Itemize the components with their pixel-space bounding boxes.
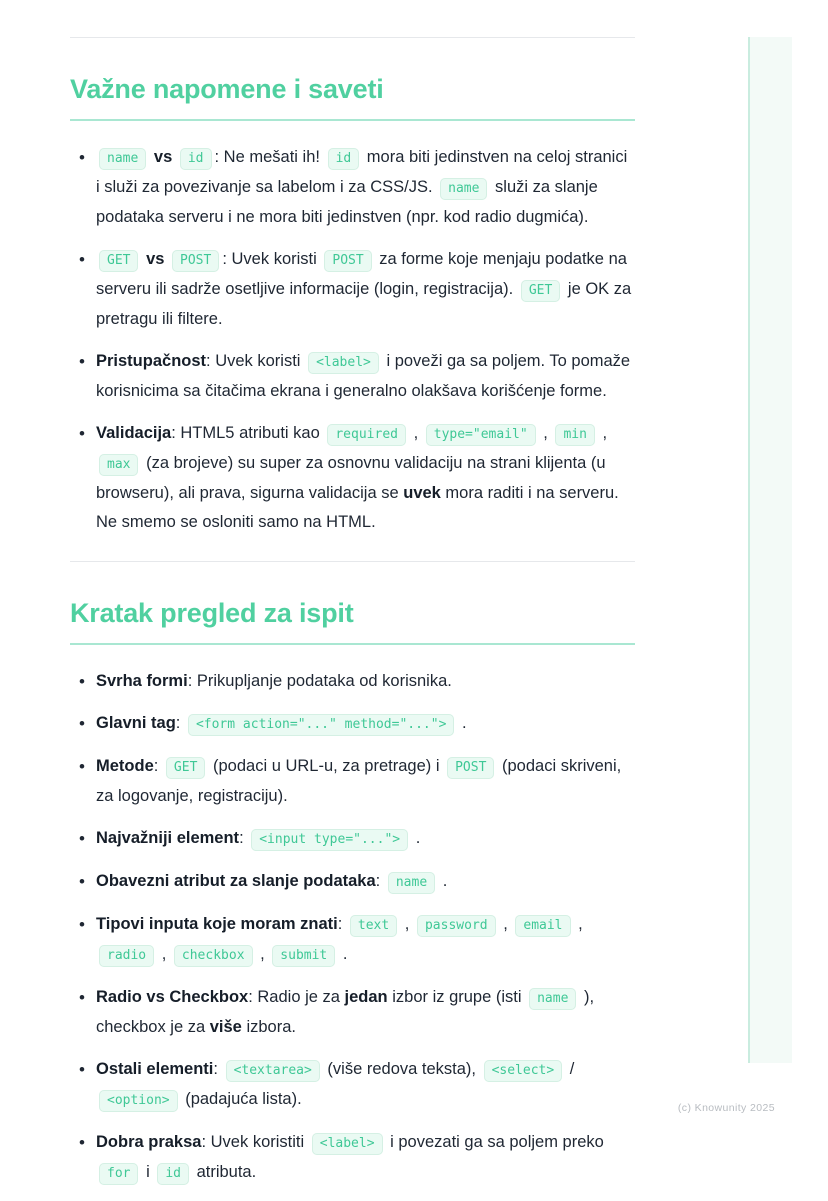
text-run: atributa. bbox=[191, 1163, 257, 1181]
bold-run: Metode bbox=[96, 757, 154, 775]
list-item bbox=[96, 752, 635, 811]
list-item bbox=[96, 1128, 635, 1188]
text-run: : bbox=[375, 872, 385, 890]
list-item bbox=[96, 1055, 635, 1115]
text-run: , bbox=[597, 424, 608, 442]
bold-run: Najvažniji element bbox=[96, 829, 240, 847]
text-run: , bbox=[538, 424, 553, 442]
text-run: : Radio je za bbox=[248, 988, 345, 1006]
text-run: izbora. bbox=[241, 1018, 296, 1036]
text-run: : bbox=[175, 714, 185, 732]
text-run: (padajuća lista). bbox=[180, 1090, 302, 1108]
list-item bbox=[96, 419, 635, 537]
inline-code-badge: required bbox=[327, 424, 406, 446]
bold-run: uvek bbox=[403, 484, 441, 502]
list-item bbox=[96, 867, 635, 897]
text-run: : bbox=[153, 757, 163, 775]
list-item bbox=[96, 709, 635, 739]
section-divider bbox=[70, 561, 635, 562]
inline-code-badge: id bbox=[157, 1163, 189, 1185]
inline-code-badge: <form action="..." method="..."> bbox=[188, 714, 454, 736]
inline-code-badge: name bbox=[99, 148, 146, 170]
inline-code-badge: <input type="..."> bbox=[251, 829, 408, 851]
bold-run: Tipovi inputa koje moram znati bbox=[96, 915, 338, 933]
text-run: i povezati ga sa poljem preko bbox=[385, 1133, 604, 1151]
text-run: (za brojeve) su super za osnovnu validaciju na strani klijenta (u browseru), ali prava, sigurna validacija se bbox=[96, 454, 606, 502]
inline-code-badge: <select> bbox=[484, 1060, 563, 1082]
text-run: . bbox=[457, 714, 467, 732]
inline-code-badge: id bbox=[328, 148, 360, 170]
text-run: služi za slanje podataka serveru i ne mora biti jedinstven (npr. kod radio dugmića). bbox=[96, 178, 598, 226]
inline-code-badge: name bbox=[529, 988, 576, 1010]
text-run bbox=[164, 250, 169, 268]
inline-code-badge: POST bbox=[447, 757, 494, 779]
inline-code-badge: <label> bbox=[312, 1133, 383, 1155]
text-run: . bbox=[438, 872, 448, 890]
bold-run: Validacija bbox=[96, 424, 172, 442]
text-run: : Ne mešati ih! bbox=[214, 148, 325, 166]
text-run: i bbox=[141, 1163, 155, 1181]
inline-code-badge: password bbox=[417, 915, 496, 937]
inline-code-badge: name bbox=[440, 178, 487, 200]
text-run: , bbox=[157, 945, 171, 963]
bold-run: vs bbox=[146, 250, 165, 268]
bold-run: Glavni tag bbox=[96, 714, 176, 732]
inline-code-badge: radio bbox=[99, 945, 154, 967]
text-run: (podaci skriveni, za logovanje, registraciju). bbox=[96, 757, 622, 805]
notes-list bbox=[70, 667, 635, 1188]
list-item bbox=[96, 667, 635, 696]
section-title-vazne-napomene: Važne napomene i saveti bbox=[70, 74, 635, 121]
inline-code-badge: checkbox bbox=[174, 945, 253, 967]
bold-run: jedan bbox=[344, 988, 388, 1006]
text-run: : Uvek koristi bbox=[206, 352, 306, 370]
inline-code-badge: name bbox=[388, 872, 435, 894]
inline-code-badge: <label> bbox=[308, 352, 379, 374]
bold-run: vs bbox=[153, 148, 173, 166]
text-run bbox=[172, 148, 177, 166]
bold-run: Radio vs Checkbox bbox=[96, 988, 249, 1006]
inline-code-badge: POST bbox=[324, 250, 371, 272]
inline-code-badge: GET bbox=[99, 250, 138, 272]
bold-run: više bbox=[209, 1018, 242, 1036]
text-run: . bbox=[338, 945, 348, 963]
right-accent-bar bbox=[748, 37, 792, 1063]
text-run: (podaci u URL-u, za pretrage) i bbox=[208, 757, 445, 775]
text-run: , bbox=[400, 915, 414, 933]
text-run: , bbox=[408, 424, 423, 442]
inline-code-badge: <option> bbox=[99, 1090, 178, 1112]
text-run: , bbox=[498, 915, 513, 933]
bold-run: Pristupačnost bbox=[96, 352, 207, 370]
text-run: , bbox=[573, 915, 583, 933]
inline-code-badge: max bbox=[99, 454, 138, 476]
text-run: : HTML5 atributi kao bbox=[171, 424, 325, 442]
inline-code-badge: POST bbox=[172, 250, 219, 272]
section-vazne-napomene bbox=[70, 74, 635, 537]
inline-code-badge: min bbox=[555, 424, 594, 446]
text-run: je OK za pretragu ili filtere. bbox=[96, 280, 632, 328]
notes-list bbox=[70, 143, 635, 537]
inline-code-badge: GET bbox=[521, 280, 560, 302]
text-run: : Prikupljanje podataka od korisnika. bbox=[187, 672, 452, 690]
list-item bbox=[96, 983, 635, 1042]
inline-code-badge: GET bbox=[166, 757, 205, 779]
text-run: : Uvek koristiti bbox=[201, 1133, 309, 1151]
list-item bbox=[96, 347, 635, 406]
bold-run: Obavezni atribut za slanje podataka bbox=[96, 872, 376, 890]
list-item bbox=[96, 824, 635, 854]
text-run: mora biti jedinstven na celoj stranici i služi za povezivanje sa labelom i za CSS/JS. bbox=[96, 148, 628, 196]
text-run: za forme koje menjaju podatke na serveru ili sadrže osetljive informacije (login, registracija). bbox=[96, 250, 627, 298]
inline-code-badge: for bbox=[99, 1163, 138, 1185]
text-run: ), checkbox je za bbox=[96, 988, 595, 1036]
footer-copyright: (c) Knowunity 2025 bbox=[677, 1102, 775, 1114]
inline-code-badge: text bbox=[350, 915, 397, 937]
text-run: : bbox=[337, 915, 347, 933]
text-run: i poveži ga sa poljem. To pomaže korisnicima sa čitačima ekrana i generalno olakšava korišćenje forme. bbox=[96, 352, 631, 400]
inline-code-badge: submit bbox=[272, 945, 335, 967]
document-content bbox=[70, 0, 635, 1201]
list-item bbox=[96, 143, 635, 232]
text-run: izbor iz grupe (isti bbox=[387, 988, 527, 1006]
text-run: : bbox=[213, 1060, 223, 1078]
text-run: mora raditi i na serveru. Ne smemo se osloniti samo na HTML. bbox=[96, 484, 619, 531]
text-run: : bbox=[239, 829, 249, 847]
bold-run: Ostali elementi bbox=[96, 1060, 214, 1078]
bold-run: Dobra praksa bbox=[96, 1133, 202, 1151]
inline-code-badge: <textarea> bbox=[226, 1060, 320, 1082]
text-run: (više redova teksta), bbox=[322, 1060, 481, 1078]
top-divider bbox=[70, 37, 635, 38]
inline-code-badge: email bbox=[515, 915, 570, 937]
text-run: : Uvek koristi bbox=[222, 250, 322, 268]
text-run: , bbox=[255, 945, 270, 963]
section-title-kratak-pregled: Kratak pregled za ispit bbox=[70, 598, 635, 645]
list-item bbox=[96, 245, 635, 334]
list-item bbox=[96, 910, 635, 970]
text-run: . bbox=[411, 829, 421, 847]
inline-code-badge: id bbox=[180, 148, 212, 170]
text-run: / bbox=[565, 1060, 575, 1078]
inline-code-badge: type="email" bbox=[426, 424, 536, 446]
section-kratak-pregled bbox=[70, 598, 635, 1188]
bold-run: Svrha formi bbox=[96, 672, 188, 690]
